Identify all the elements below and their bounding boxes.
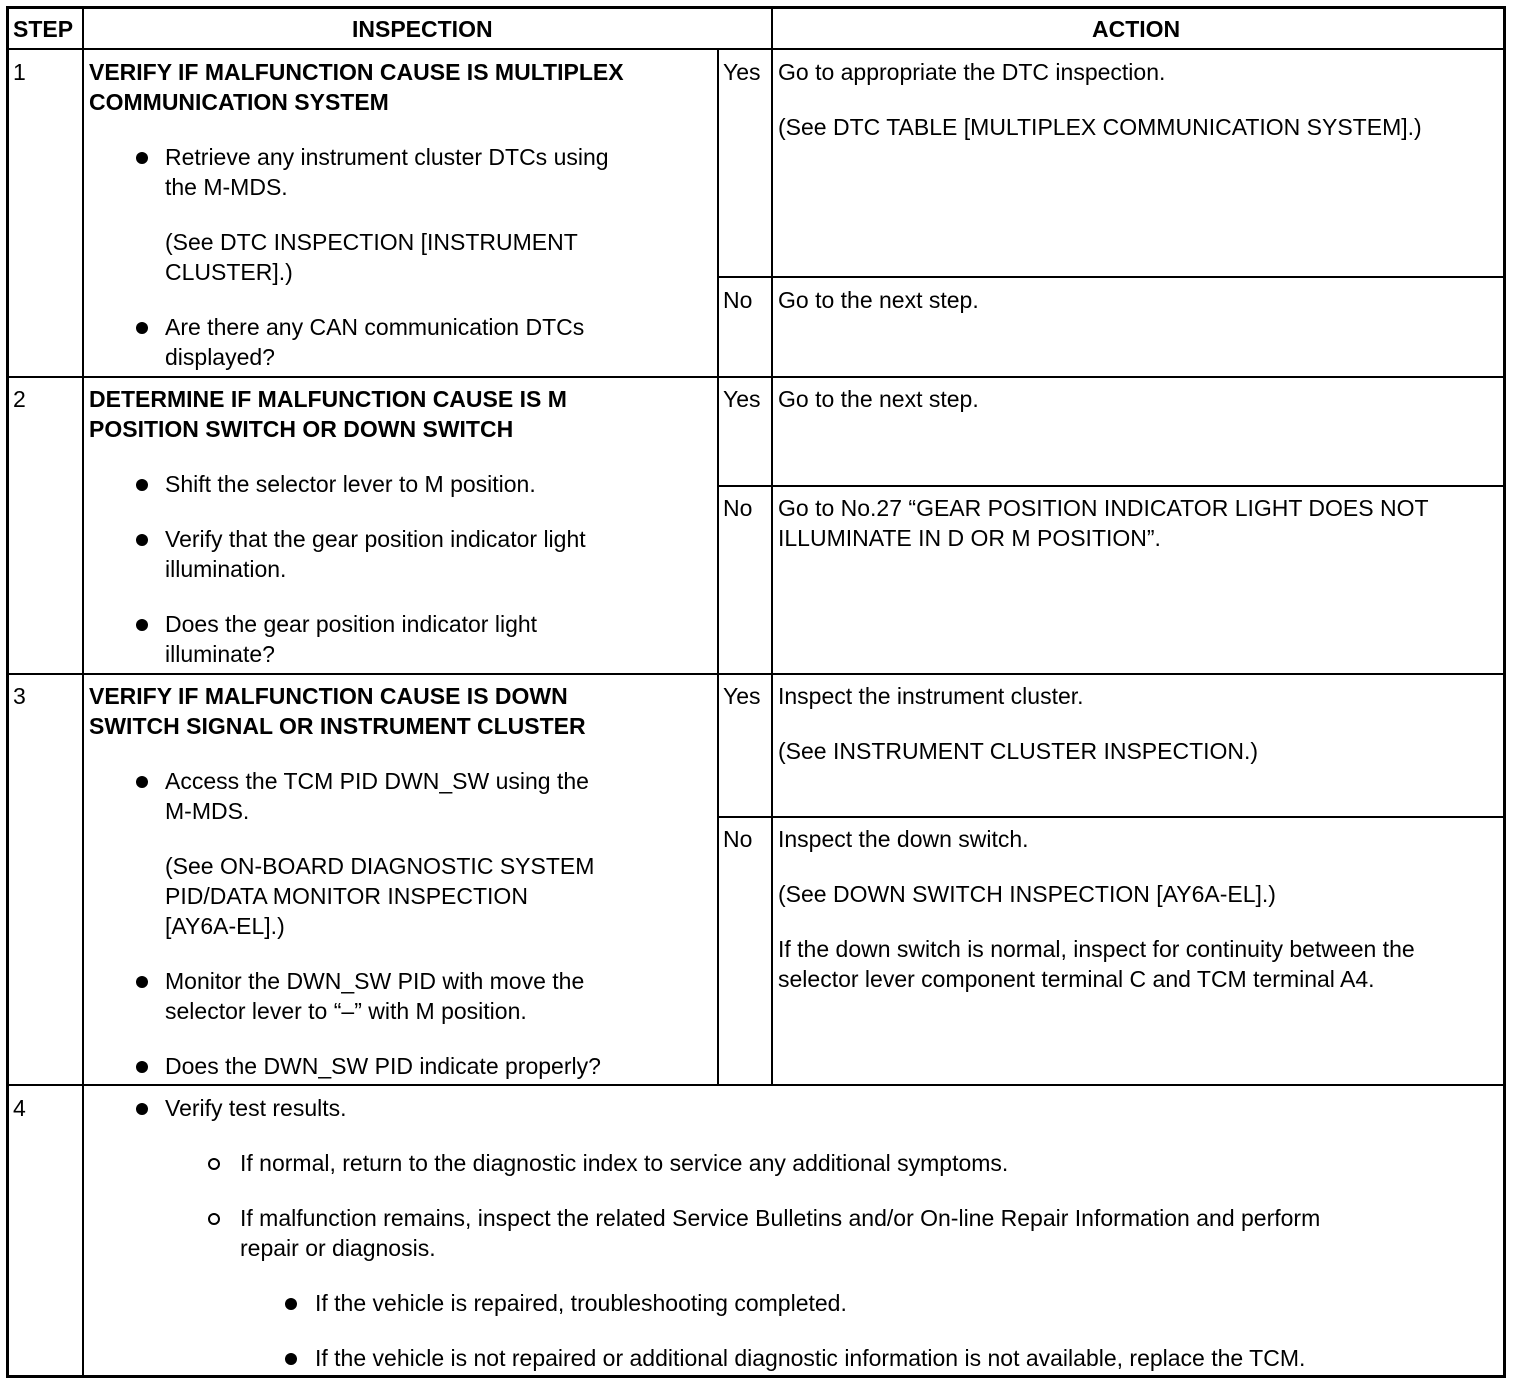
action-text: Go to No.27 “GEAR POSITION INDICATOR LIGHT DOES NOT	[778, 495, 1429, 521]
step-number: 1	[13, 59, 26, 85]
action-text: (See INSTRUMENT CLUSTER INSPECTION.)	[778, 738, 1259, 764]
bullet-text: displayed?	[165, 344, 275, 370]
yes-no-divider	[717, 816, 1503, 818]
bullet-text: Does the DWN_SW PID indicate properly?	[165, 1053, 601, 1079]
step-number: 2	[13, 386, 26, 412]
bullet-icon	[285, 1298, 297, 1310]
column-divider	[771, 9, 773, 49]
bullet-text: illuminate?	[165, 641, 275, 667]
step-title: VERIFY IF MALFUNCTION CAUSE IS MULTIPLEX	[89, 59, 624, 85]
bullet-text: [AY6A-EL].)	[165, 913, 285, 939]
bullet-text: Are there any CAN communication DTCs	[165, 314, 585, 340]
bullet-icon	[136, 976, 148, 988]
sub-bullet-text: If normal, return to the diagnostic index to service any additional symptoms.	[240, 1150, 1009, 1176]
action-text: (See DOWN SWITCH INSPECTION [AY6A-EL].)	[778, 881, 1276, 907]
yes-label: Yes	[723, 683, 761, 709]
bullet-icon	[136, 152, 148, 164]
bullet-text: Shift the selector lever to M position.	[165, 471, 536, 497]
column-divider	[717, 49, 719, 1085]
bullet-text: (See ON-BOARD DIAGNOSTIC SYSTEM	[165, 853, 595, 879]
bullet-text: PID/DATA MONITOR INSPECTION	[165, 883, 528, 909]
bullet-text: illumination.	[165, 556, 287, 582]
no-label: No	[723, 826, 753, 852]
bullet-icon	[136, 776, 148, 788]
action-text: Go to the next step.	[778, 287, 979, 313]
bullet-icon	[136, 479, 148, 491]
sub-bullet-text: If malfunction remains, inspect the related Service Bulletins and/or On-line Repair Information and perform	[240, 1205, 1321, 1231]
row-divider	[9, 673, 1503, 675]
bullet-text: Verify that the gear position indicator light	[165, 526, 586, 552]
no-label: No	[723, 495, 753, 521]
header-inspection: INSPECTION	[352, 16, 493, 42]
action-text: Go to appropriate the DTC inspection.	[778, 59, 1166, 85]
header-action: ACTION	[1092, 16, 1181, 42]
step-number: 4	[13, 1095, 26, 1121]
bullet-text: Does the gear position indicator light	[165, 611, 538, 637]
bullet-text: selector lever to “–” with M position.	[165, 998, 527, 1024]
yes-no-divider	[717, 276, 1503, 278]
column-divider	[771, 49, 773, 1085]
bullet-text: CLUSTER].)	[165, 259, 293, 285]
sub-sub-bullet-text: If the vehicle is not repaired or additional diagnostic information is not available, replace the TCM.	[315, 1345, 1306, 1371]
action-text: If the down switch is normal, inspect for continuity between the	[778, 936, 1415, 962]
header-divider	[9, 48, 1503, 50]
action-text: ILLUMINATE IN D OR M POSITION”.	[778, 525, 1161, 551]
bullet-text: Monitor the DWN_SW PID with move the	[165, 968, 585, 994]
action-text: selector lever component terminal C and TCM terminal A4.	[778, 966, 1375, 992]
step-number: 3	[13, 683, 26, 709]
step-title: SWITCH SIGNAL OR INSTRUMENT CLUSTER	[89, 713, 586, 739]
bullet-text: (See DTC INSPECTION [INSTRUMENT	[165, 229, 578, 255]
hollow-bullet-icon	[208, 1158, 220, 1170]
yes-no-divider	[717, 485, 1503, 487]
bullet-text: M-MDS.	[165, 798, 250, 824]
action-text: Inspect the down switch.	[778, 826, 1029, 852]
bullet-icon	[285, 1353, 297, 1365]
row-divider	[9, 1084, 1503, 1086]
row-divider	[9, 376, 1503, 378]
action-text: Inspect the instrument cluster.	[778, 683, 1084, 709]
step-title: COMMUNICATION SYSTEM	[89, 89, 389, 115]
no-label: No	[723, 287, 753, 313]
bullet-icon	[136, 322, 148, 334]
inspection-table	[6, 6, 1506, 1378]
sub-sub-bullet-text: If the vehicle is repaired, troubleshooting completed.	[315, 1290, 847, 1316]
yes-label: Yes	[723, 386, 761, 412]
step-title: DETERMINE IF MALFUNCTION CAUSE IS M	[89, 386, 567, 412]
bullet-text: Retrieve any instrument cluster DTCs using	[165, 144, 609, 170]
column-divider	[82, 9, 84, 1375]
bullet-icon	[136, 534, 148, 546]
bullet-icon	[136, 1103, 148, 1115]
step-title: POSITION SWITCH OR DOWN SWITCH	[89, 416, 514, 442]
action-text: Go to the next step.	[778, 386, 979, 412]
bullet-text: Verify test results.	[165, 1095, 347, 1121]
action-text: (See DTC TABLE [MULTIPLEX COMMUNICATION SYSTEM].)	[778, 114, 1422, 140]
bullet-icon	[136, 1061, 148, 1073]
header-step: STEP	[13, 16, 74, 42]
bullet-icon	[136, 619, 148, 631]
sub-bullet-text: repair or diagnosis.	[240, 1235, 436, 1261]
hollow-bullet-icon	[208, 1213, 220, 1225]
bullet-text: the M-MDS.	[165, 174, 288, 200]
step-title: VERIFY IF MALFUNCTION CAUSE IS DOWN	[89, 683, 568, 709]
yes-label: Yes	[723, 59, 761, 85]
bullet-text: Access the TCM PID DWN_SW using the	[165, 768, 589, 794]
